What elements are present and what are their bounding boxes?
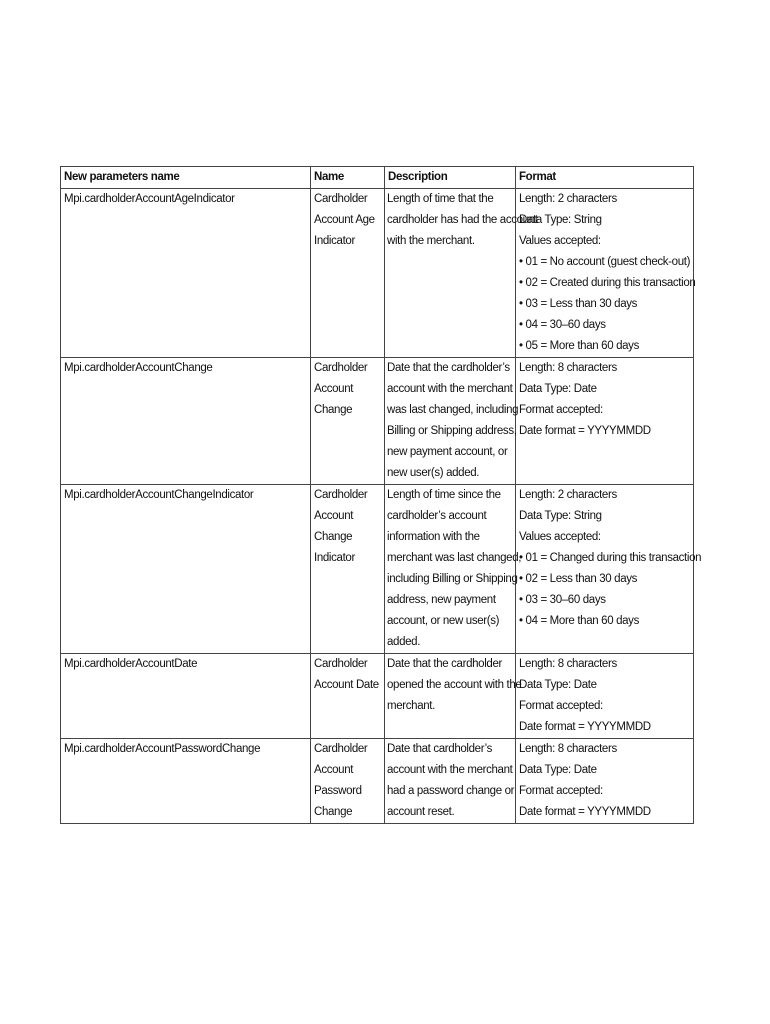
format-line: Values accepted: <box>519 531 601 543</box>
description-cell <box>385 739 516 824</box>
format-cell <box>516 654 694 739</box>
format-line: Format accepted: <box>519 785 603 797</box>
format-line: Length: 2 characters <box>519 489 617 501</box>
description-line: address, new payment <box>387 594 496 606</box>
param-cell <box>61 739 311 824</box>
format-line: Length: 8 characters <box>519 362 617 374</box>
description-cell <box>385 189 538 358</box>
name-cell <box>311 654 385 739</box>
description-line: merchant. <box>387 700 435 712</box>
description-cell <box>385 358 519 485</box>
param-cell <box>61 189 311 358</box>
format-line: • 04 = 30–60 days <box>519 319 606 331</box>
param-text: Mpi.cardholderAccountPasswordChange <box>64 743 261 755</box>
name-line: Account Age <box>314 214 375 226</box>
header-description: Description <box>385 167 516 189</box>
name-line: Cardholder <box>314 743 368 755</box>
format-cell <box>516 485 702 654</box>
description-line: Length of time since the <box>387 489 501 501</box>
description-line: account with the merchant <box>387 383 513 395</box>
name-line: Cardholder <box>314 193 368 205</box>
description-line: Length of time that the <box>387 193 494 205</box>
format-line: Format accepted: <box>519 404 603 416</box>
description-cell <box>385 654 522 739</box>
format-line: • 03 = Less than 30 days <box>519 298 638 310</box>
name-line: Indicator <box>314 235 355 247</box>
format-line: Data Type: Date <box>519 679 597 691</box>
description-line: was last changed, including <box>387 404 519 416</box>
description-line: Date that cardholder’s <box>387 743 493 755</box>
name-line: Cardholder <box>314 362 368 374</box>
description-line: opened the account with the <box>387 679 522 691</box>
name-line: Account <box>314 383 354 395</box>
format-line: Length: 8 characters <box>519 658 617 670</box>
format-line: Data Type: String <box>519 510 602 522</box>
name-cell <box>311 485 385 654</box>
description-line: Date that the cardholder’s <box>387 362 510 374</box>
name-line: Change <box>314 531 353 543</box>
name-cell <box>311 189 385 358</box>
name-cell <box>311 739 385 824</box>
format-line: Date format = YYYYMMDD <box>519 806 651 818</box>
header-format: Format <box>516 167 694 189</box>
format-line: Date format = YYYYMMDD <box>519 425 651 437</box>
format-line: Values accepted: <box>519 235 601 247</box>
table-row <box>61 189 694 358</box>
description-line: new payment account, or <box>387 446 508 458</box>
param-text: Mpi.cardholderAccountDate <box>64 658 198 670</box>
format-line: • 01 = Changed during this transaction <box>519 552 702 564</box>
format-line: Length: 2 characters <box>519 193 617 205</box>
format-line: • 02 = Less than 30 days <box>519 573 638 585</box>
name-line: Change <box>314 404 353 416</box>
name-line: Account <box>314 764 354 776</box>
header-name: Name <box>311 167 385 189</box>
param-cell <box>61 654 311 739</box>
format-line: • 02 = Created during this transaction <box>519 277 696 289</box>
description-line: account, or new user(s) <box>387 615 500 627</box>
description-line: Billing or Shipping address, <box>387 425 517 437</box>
format-line: • 04 = More than 60 days <box>519 615 639 627</box>
table-row <box>61 358 694 485</box>
format-cell <box>516 358 694 485</box>
table-row <box>61 485 694 654</box>
description-line: had a password change or <box>387 785 515 797</box>
format-line: Data Type: Date <box>519 383 597 395</box>
table-header-row <box>61 167 694 189</box>
format-cell <box>516 189 694 358</box>
format-line: Format accepted: <box>519 700 603 712</box>
description-line: cardholder’s account <box>387 510 487 522</box>
name-cell <box>311 358 385 485</box>
description-line: information with the <box>387 531 480 543</box>
header-param: New parameters name <box>61 167 311 189</box>
table-row <box>61 739 694 824</box>
format-line: Data Type: Date <box>519 764 597 776</box>
format-line: • 03 = 30–60 days <box>519 594 606 606</box>
param-text: Mpi.cardholderAccountAgeIndicator <box>64 193 235 205</box>
param-cell <box>61 485 311 654</box>
name-line: Cardholder <box>314 489 368 501</box>
description-line: including Billing or Shipping <box>387 573 518 585</box>
description-line: with the merchant. <box>387 235 475 247</box>
name-line: Account Date <box>314 679 379 691</box>
name-line: Password <box>314 785 362 797</box>
name-line: Change <box>314 806 353 818</box>
description-line: new user(s) added. <box>387 467 480 479</box>
description-line: merchant was last changed, <box>387 552 522 564</box>
format-line: Date format = YYYYMMDD <box>519 721 651 733</box>
parameters-table <box>60 166 702 824</box>
name-line: Indicator <box>314 552 355 564</box>
name-line: Cardholder <box>314 658 368 670</box>
format-line: Length: 8 characters <box>519 743 617 755</box>
format-line: • 01 = No account (guest check-out) <box>519 256 691 268</box>
description-line: account reset. <box>387 806 455 818</box>
name-line: Account <box>314 510 354 522</box>
table-row <box>61 654 694 739</box>
param-text: Mpi.cardholderAccountChangeIndicator <box>64 489 254 501</box>
param-cell <box>61 358 311 485</box>
description-cell <box>385 485 522 654</box>
format-line: Data Type: String <box>519 214 602 226</box>
format-cell <box>516 739 694 824</box>
description-line: added. <box>387 636 421 648</box>
description-line: Date that the cardholder <box>387 658 502 670</box>
description-line: account with the merchant <box>387 764 513 776</box>
param-text: Mpi.cardholderAccountChange <box>64 362 213 374</box>
format-line: • 05 = More than 60 days <box>519 340 639 352</box>
description-line: cardholder has had the account <box>387 214 538 226</box>
